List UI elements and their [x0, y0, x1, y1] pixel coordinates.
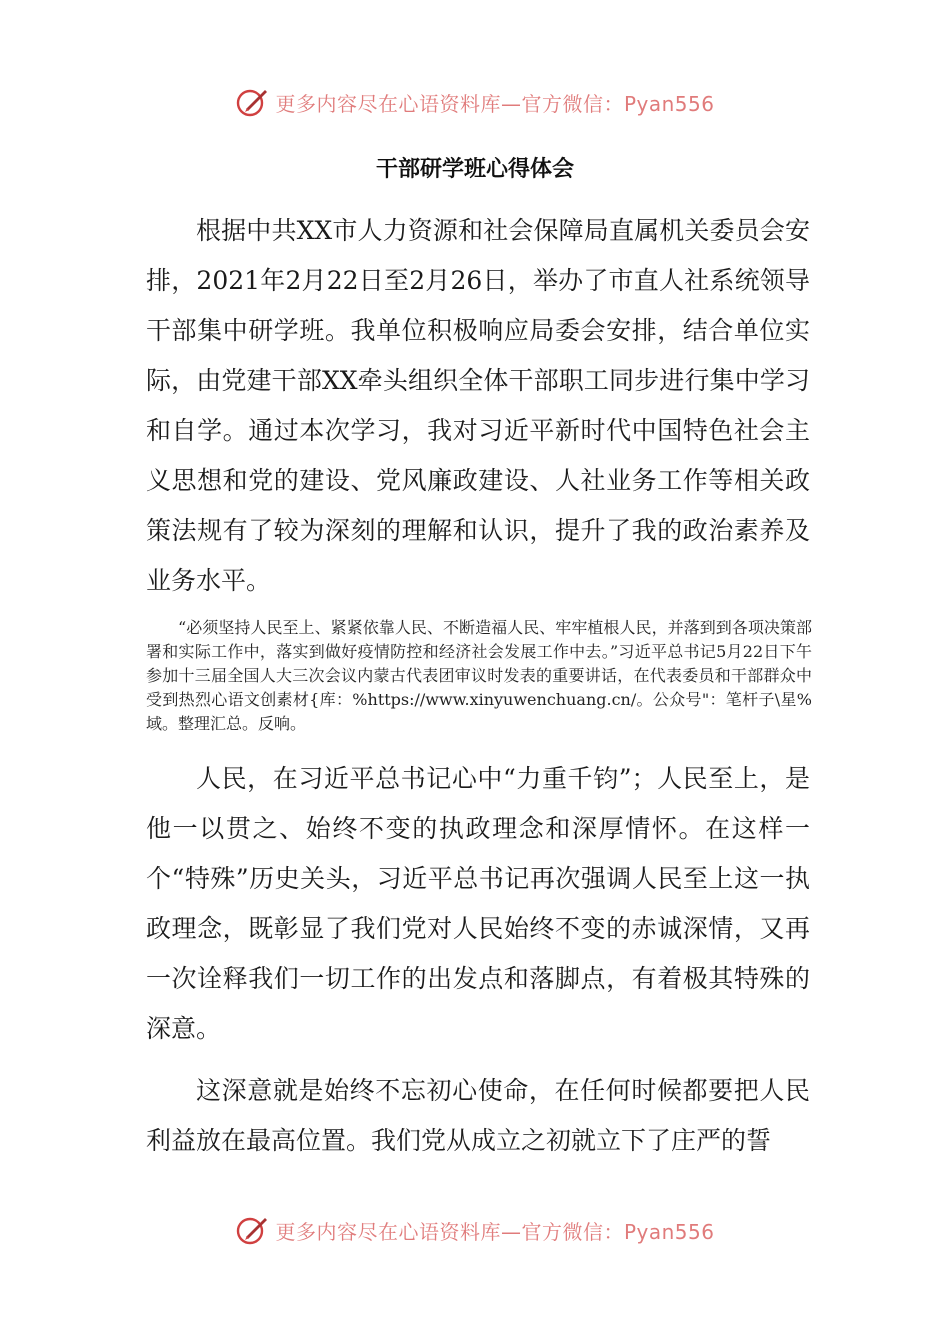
quill-pen-logo-icon — [235, 1213, 269, 1247]
body-paragraph: 这深意就是始终不忘初心使命，在任何时候都要把人民利益放在最高位置。我们党从成立之初就立下了庄严的誓 — [146, 1076, 810, 1155]
document-title: 干部研学班心得体会 — [375, 157, 574, 182]
header-watermark — [0, 82, 950, 122]
watermark-text: 更多内容尽在心语资料库—官方微信：Pyan556 — [275, 1219, 715, 1244]
body-paragraph: 人民，在习近平总书记心中“力重千钧”；人民至上，是他一以贯之、始终不变的执政理念和深厚情怀。在这样一个“特殊”历史关头，习近平总书记再次强调人民至上这一执政理念，既彰显了我们党对人民始终不变的赤诚深情，又再一次诠释我们一切工作的出发点和落脚点，有着极其特殊的深意。 — [146, 764, 810, 1043]
footer-watermark — [0, 1210, 950, 1250]
watermark-text: 更多内容尽在心语资料库—官方微信：Pyan556 — [275, 91, 715, 116]
quill-pen-logo-icon — [235, 85, 269, 119]
quote-paragraph: “必须坚持人民至上、紧紧依靠人民、不断造福人民、牢牢植根人民，并落到到各项决策部署和实际工作中，落实到做好疫情防控和经济社会发展工作中去。”习近平总书记5月22日下午参加十三届全国人大三次会议内蒙古代表团审议时发表的重要讲话，在代表委员和干部群众中受到热烈心语文创素材{库：%https://www.xinyuwenchuang.cn/。公众号"：笔杆子\星%域。整理汇总。反响。 — [146, 618, 812, 733]
body-paragraph: 根据中共XX市人力资源和社会保障局直属机关委员会安排，2021年2月22日至2月26日，举办了市直人社系统领导干部集中研学班。我单位积极响应局委会安排，结合单位实际，由党建干部XX牵头组织全体干部职工同步进行集中学习和自学。通过本次学习，我对习近平新时代中国特色社会主义思想和党的建设、党风廉政建设、人社业务工作等相关政策法规有了较为深刻的理解和认识，提升了我的政治素养及业务水平。 — [146, 216, 810, 595]
